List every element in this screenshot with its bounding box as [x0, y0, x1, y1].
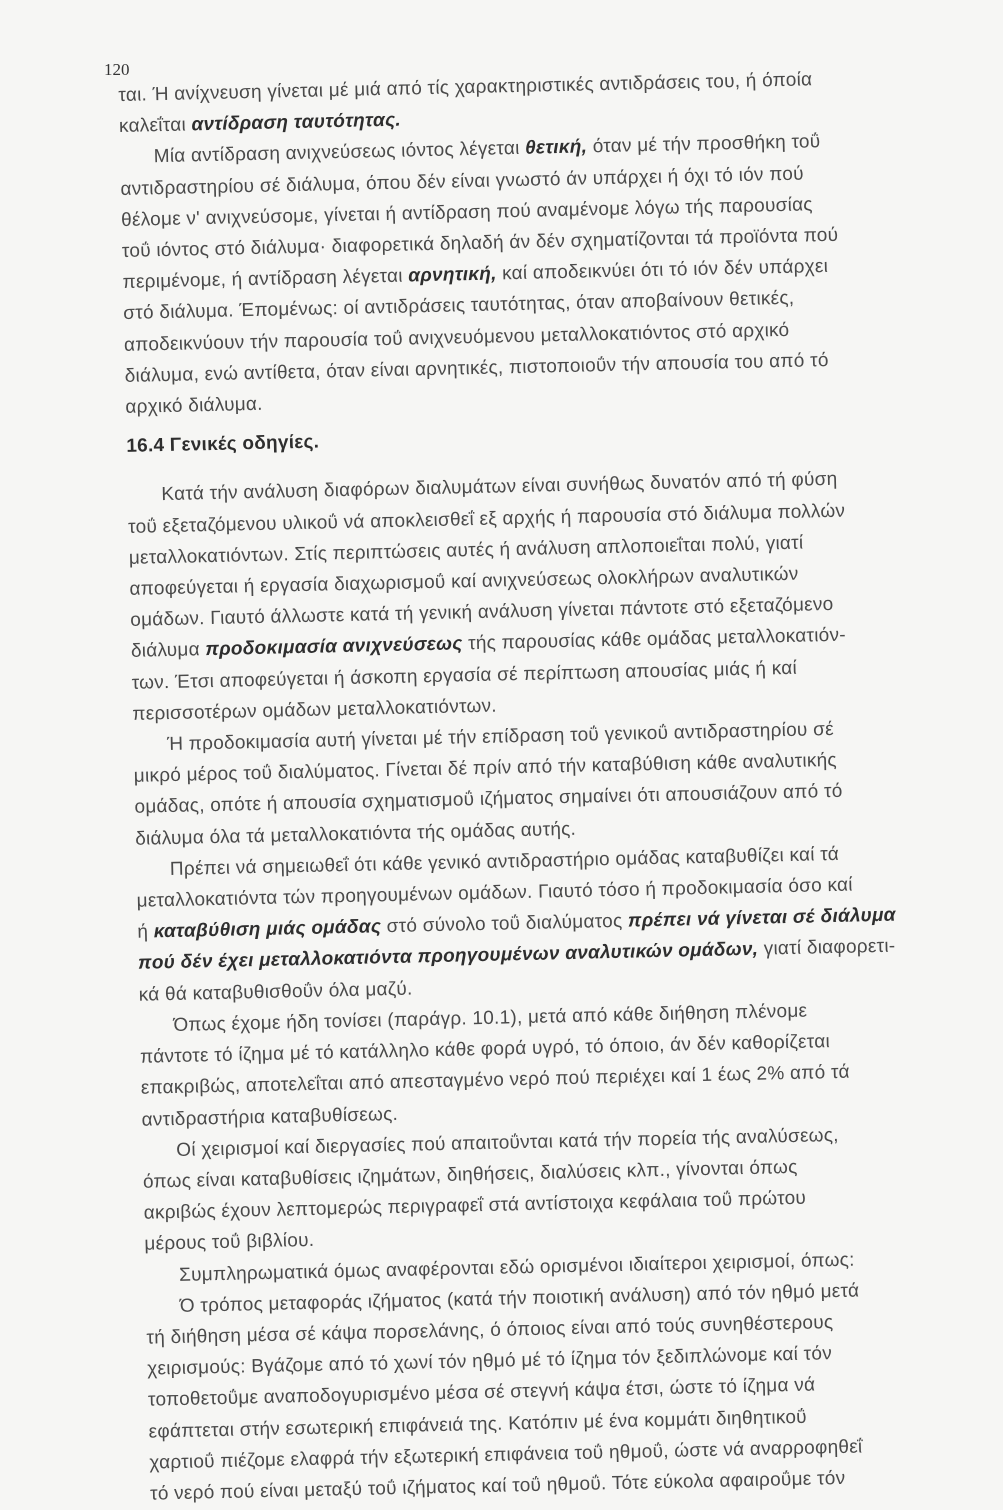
text-line: μικρό μέρος τοΰ διαλύματος. Γίνεται δέ πρίν από τήν καταβύθιση κάθε αναλυτικής	[133, 750, 838, 788]
text-run: καλεΐται	[118, 114, 192, 138]
term-group-precipitation: καταβύθιση μιάς ομάδας	[153, 916, 382, 943]
text-line: τοΰ εξεταζόμενου υλικοΰ νά αποκλεισθεΐ εξ αρχής ή παρουσία στό διάλυμα πολλών	[127, 500, 846, 538]
text-line: ται. Ή ανίχνευση γίνεται μέ μιά από τίς χαρακτηριστικές αντιδράσεις του, ή όποία	[118, 69, 813, 106]
text-line: τή διήθηση μέσα σέ κάψα πορσελάνης, ό όποιος είναι από τούς συνηθέστερους	[146, 1312, 834, 1349]
text-line: χαρτιοΰ πιέζομε ελαφρά τήν εξωτερική επιφάνεια τοΰ ηθμοΰ, ώστε νά αναρροφηθεΐ	[149, 1436, 863, 1474]
text-line: ακριβώς έχουν λεπτομερώς περιγραφεΐ στά αντίστοιχα κεφάλαια τοΰ πρώτου	[143, 1187, 807, 1224]
text-line: όπως είναι καταβυθίσεις ιζημάτων, διηθήσεις, διαλύσεις κλπ., γίνονται όπως	[142, 1156, 798, 1193]
paragraph-handling	[142, 1116, 985, 1260]
text-line: θέλομε ν' ανιχνεύσομε, γίνεται ή αντίδραση πού αναμένομε λόγω τής παρουσίας	[120, 194, 813, 231]
text-run: όταν μέ τήν προσθήκη τοΰ	[586, 131, 821, 158]
text-line: τό νερό πού είναι μεταξύ τοΰ ιζήματος καί τοΰ ηθμοΰ. Τότε εύκολα αφαιροΰμε τόν	[149, 1467, 846, 1505]
text-run: περιμένομε, ή αντίδραση λέγεται	[122, 265, 409, 294]
paragraph-washing	[139, 992, 982, 1136]
text-line: ομάδων. Γιαυτό άλλωστε κατά τή γενική ανάλυση γίνεται πάντοτε στό εξεταζόμενο	[130, 594, 834, 632]
text-line: περισσοτέρων ομάδων μεταλλοκατιόντων.	[132, 695, 498, 725]
text-line: Ή προδοκιμασία αυτή γίνεται μέ τήν επίδραση τοΰ γενικοΰ αντιδραστηρίου σέ	[166, 718, 835, 756]
section-heading: 16.4 Γενικές οδηγίες.	[126, 431, 320, 458]
text-line: τοΰ ιόντος στό διάλυμα· διαφορετικά δηλαδή άν δέν σχηματίζονται τά προϊόντα πού	[121, 224, 839, 262]
text-run: στό σύνολο τοΰ διαλύματος	[380, 910, 629, 938]
text-line: αρχικό διάλυμα.	[125, 393, 263, 418]
paragraph-transfer	[145, 1272, 990, 1509]
text-line: Πρέπει νά σημειωθεΐ ότι κάθε γενικό αντιδραστήριο ομάδας καταβυθίζει καί τά	[169, 843, 840, 880]
text-run: Μία αντίδραση ανιχνεύσεως ιόντος λέγεται	[153, 138, 526, 168]
text-run: γιατί διαφορετι-	[757, 936, 896, 961]
text-line: τοποθετοΰμε αναποδογυρισμένο μέσα σέ στεγνή κάψα έτσι, ώστε τό ίζημα νά	[147, 1374, 816, 1411]
text-line: Κατά τήν ανάλυση διαφόρων διαλυμάτων είναι συνήθως δυνατόν από τή φύση	[161, 469, 838, 506]
text-run: ή	[137, 921, 154, 944]
text-line: εφάπτεται στήν εσωτερική επιφάνειά της. Κατόπιν μέ ένα κομμάτι διηθητικοΰ	[148, 1406, 808, 1443]
text-line: μεταλλοκατιόντων. Στίς περιπτώσεις αυτές ή ανάλυση απλοποιεΐται πολύ, γιατί	[128, 532, 804, 569]
term-no-previous-groups: πού δέν έχει μεταλλοκατιόντα προηγουμένων αναλυτικών ομάδων,	[137, 939, 759, 975]
text-run: καί αποδεικνύει ότι τό ιόν δέν υπάρχει	[496, 256, 829, 285]
text-line: αποφεύγεται ή εργασία διαχωρισμοΰ καί ανιχνεύσεως ολοκλήρων αναλυτικών	[129, 563, 799, 600]
term-pretest: προδοκιμασία ανιχνεύσεως	[205, 633, 463, 661]
paragraph-precipitation	[136, 836, 979, 1011]
page-number: 120	[104, 60, 130, 79]
paragraph-positive-negative	[119, 123, 965, 423]
text-line: διάλυμα, ενώ αντίθετα, όταν είναι αρνητικές, πιστοποιοΰν τήν απουσία του από τό	[124, 349, 829, 387]
term-negative: αρνητική,	[408, 263, 497, 287]
paragraph-pretest	[133, 711, 976, 855]
text-line: Συμπληρωματικά όμως αναφέρονται εδώ ορισμένοι ιδιαίτεροι χειρισμοί, όπως:	[178, 1249, 855, 1286]
text-run: διάλυμα	[130, 639, 206, 663]
term-must-be-done: πρέπει νά γίνεται σέ διάλυμα	[627, 904, 896, 932]
text-line: Ό τρόπος μεταφοράς ιζήματος (κατά τήν ποιοτική ανάλυση) από τόν ηθμό μετά	[179, 1280, 860, 1317]
text-line: αντιδραστηρίου σέ διάλυμα, όπου δέν είναι γνωστό άν υπάρχει ή όχι τό ιόν πού	[120, 163, 804, 200]
text-line: μεταλλοκατιόντα τών προηγουμένων ομάδων. Γιαυτό τόσο ή προδοκιμασία όσο καί	[136, 874, 853, 912]
paragraph-general-analysis	[127, 461, 972, 730]
text-line: στό διάλυμα. Έπομένως: οί αντιδράσεις ταυτότητας, όταν αποβαίνουν θετικές,	[123, 288, 795, 325]
text-line: αντιδραστήρια καταβυθίσεως.	[141, 1103, 399, 1131]
text-line: πάντοτε τό ίζημα μέ τό κατάλληλο κάθε φορά υγρό, τό όποιο, άν δέν καθορίζεται	[139, 1031, 831, 1068]
term-positive: θετική,	[524, 136, 588, 160]
text-line: αποδεικνύουν τήν παρουσία τοΰ ανιχνευόμενου μεταλλοκατιόντος στό αρχικό	[123, 319, 790, 356]
text-line: των. Έτσι αποφεύγεται ή άσκοπη εργασία σέ περίπτωση απουσίας μιάς ή καί	[131, 657, 798, 694]
text-line: ομάδας, οπότε ή απουσία σχηματισμοΰ ιζήματος σημαίνει ότι απουσιάζουν από τό	[134, 781, 843, 819]
text-run: τής παρουσίας κάθε ομάδας μεταλλοκατιόν-	[462, 625, 847, 655]
text-line: χειρισμούς: Βγάζομε από τό χωνί τόν ηθμό μέ τό ίζημα τόν ξεδιπλώνομε καί τόν	[147, 1343, 833, 1380]
text-line: κά θά καταβυθισθοΰν όλα μαζύ.	[138, 978, 413, 1006]
body-text	[118, 61, 990, 1510]
text-line: Όπως έχομε ήδη τονίσει (παράγρ. 10.1), μετά από κάθε διήθηση πλένομε	[173, 1000, 808, 1036]
text-line: επακριβώς, αποτελεΐται από απεσταγμένο νερό πού περιέχει καί 1 έως 2% από τά	[140, 1061, 850, 1100]
text-line: διάλυμα όλα τά μεταλλοκατιόντα τής ομάδας αυτής.	[134, 818, 577, 850]
term-identity-reaction: αντίδραση ταυτότητας.	[191, 109, 402, 136]
text-line: Οί χειρισμοί καί διεργασίες πού απαιτοΰνται κατά τήν πορεία τής αναλύσεως,	[176, 1124, 839, 1161]
text-line: μέρους τοΰ βιβλίου.	[144, 1230, 315, 1256]
